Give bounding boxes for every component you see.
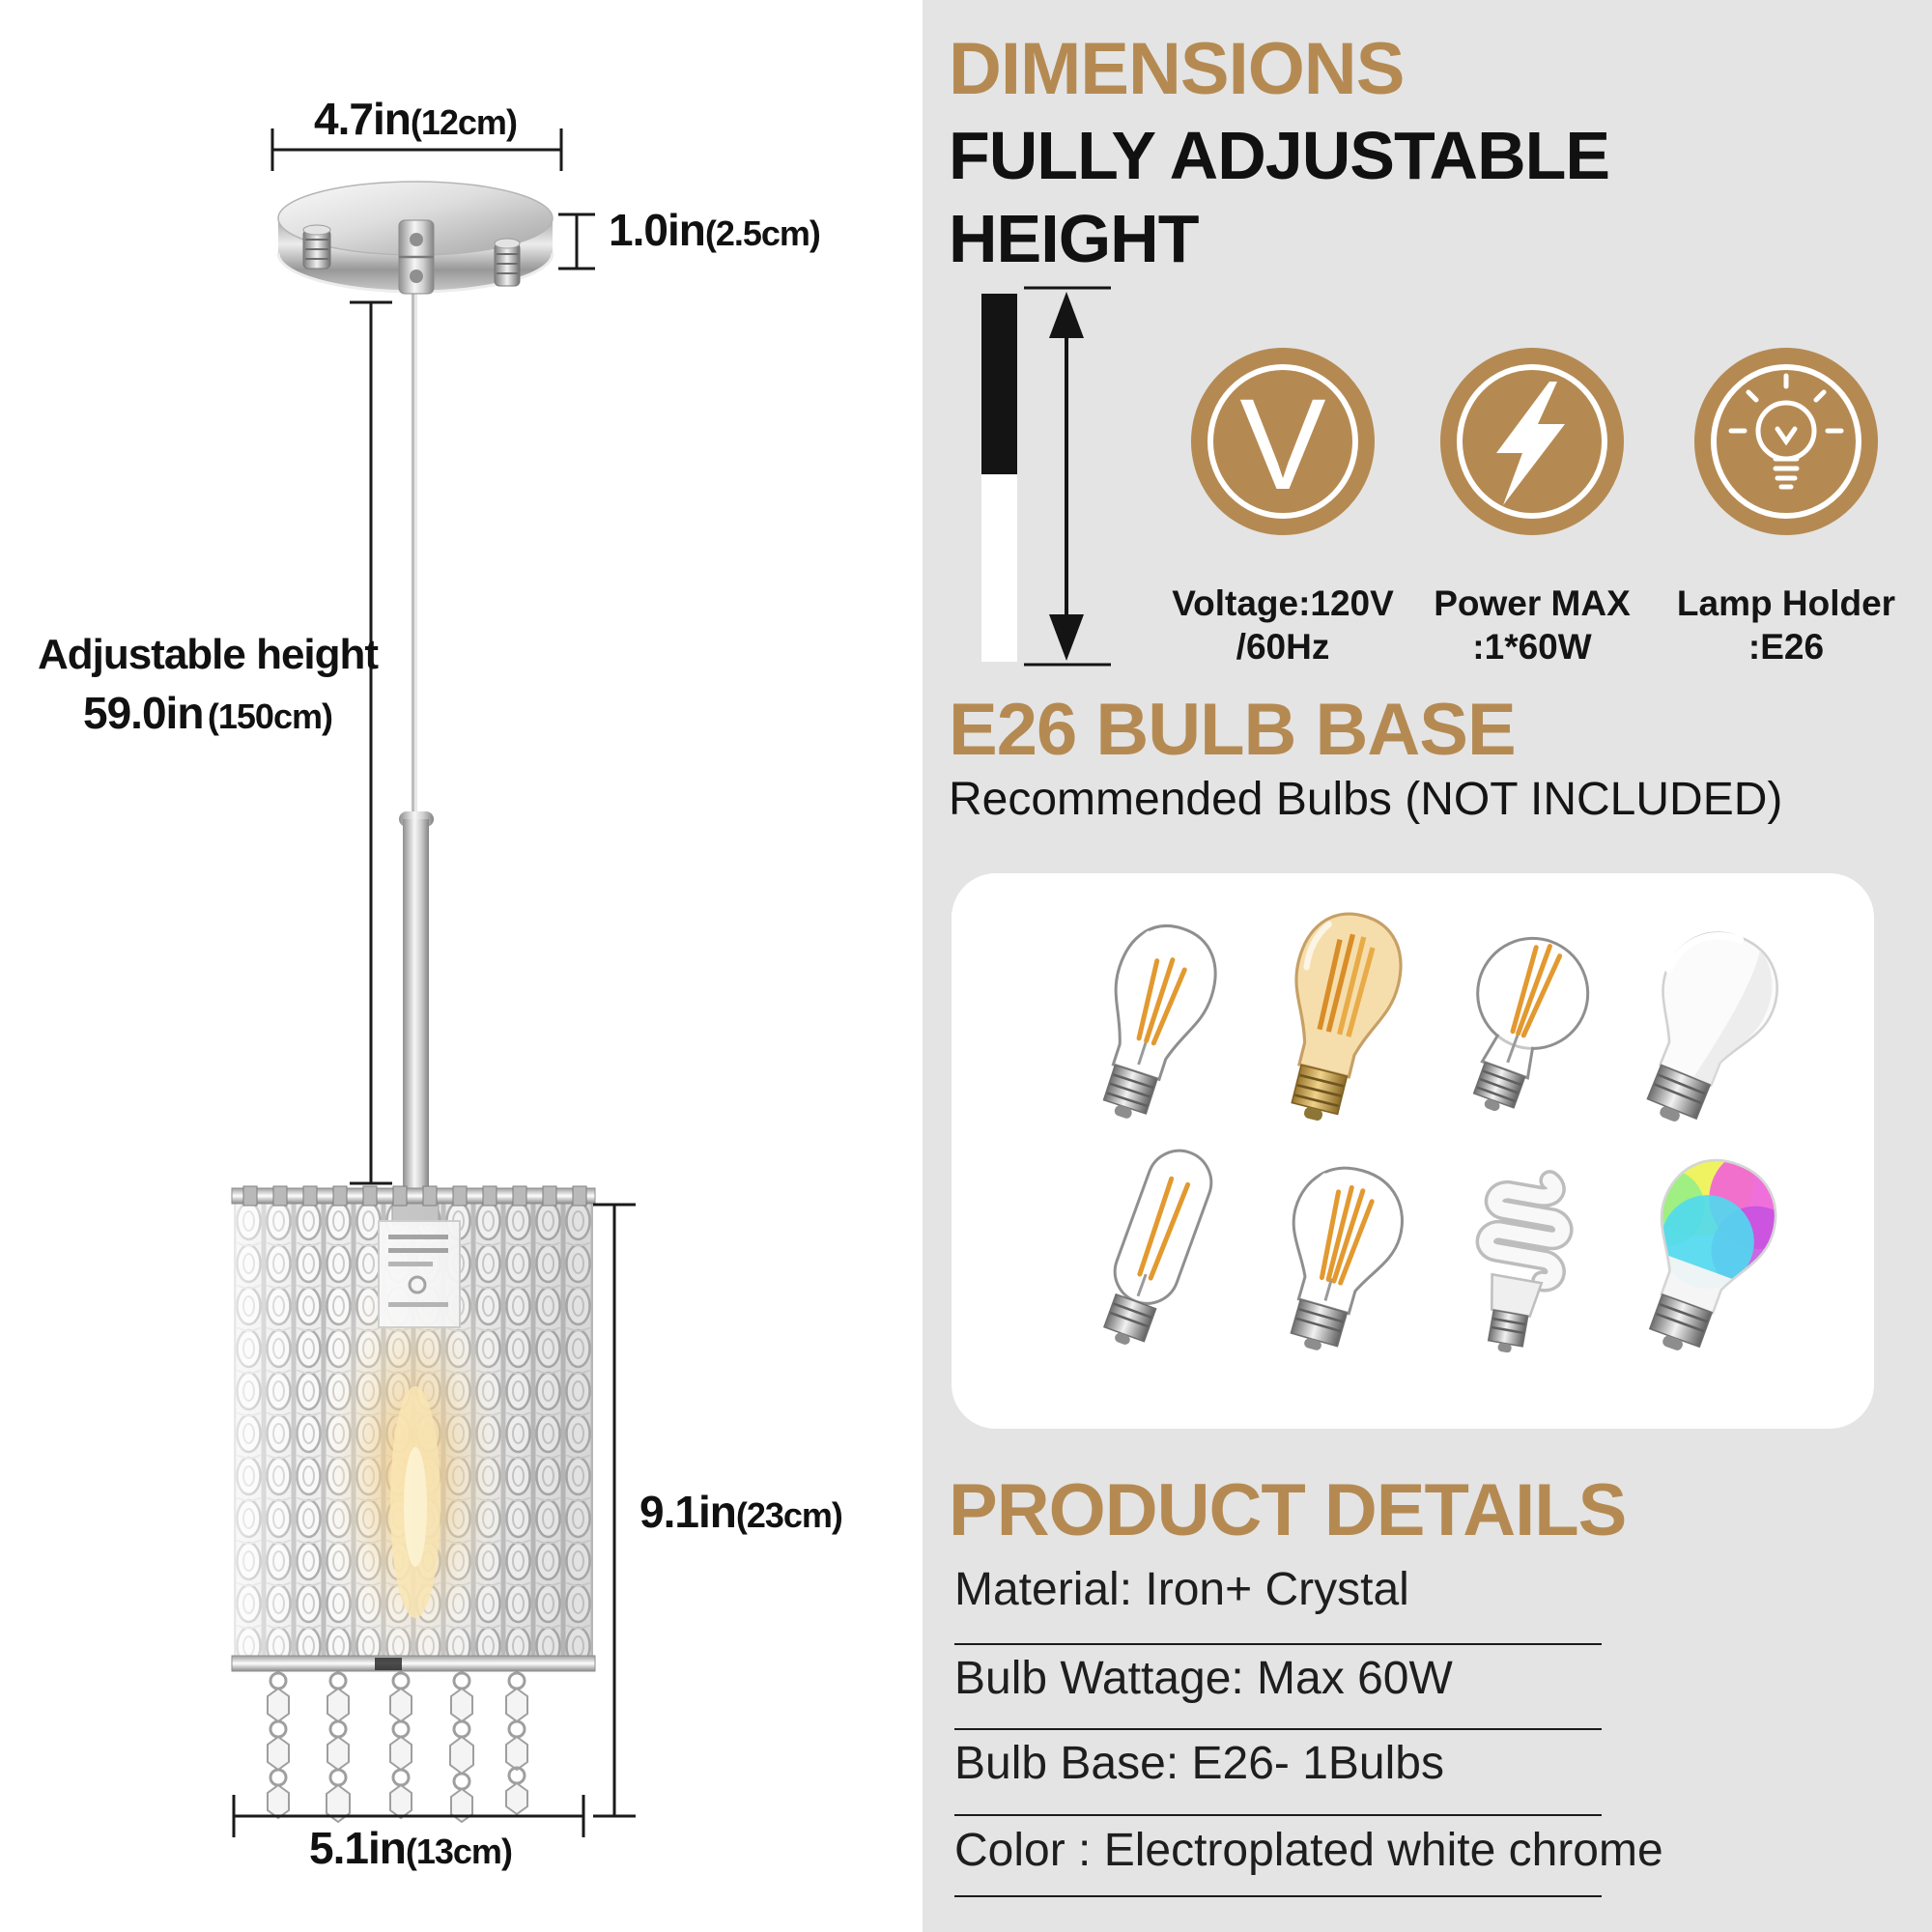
- voltage-line2: /60Hz: [1236, 627, 1330, 667]
- ceiling-canopy: [278, 182, 553, 294]
- canopy-height-label: [609, 204, 820, 256]
- dimensions-subtitle: [949, 114, 1609, 280]
- bulb-base-subtitle: Recommended Bulbs (NOT INCLUDED): [949, 774, 1783, 825]
- shade-width-label: [174, 1822, 647, 1874]
- st64-filament-clear-bulb: [1075, 914, 1228, 1132]
- divider: [954, 1814, 1602, 1816]
- shade-height-value: 9.1in: [639, 1487, 736, 1537]
- t45-tube-filament-bulb: [1091, 1142, 1220, 1354]
- shade-height-label: [639, 1486, 842, 1538]
- lamp-holder-bulb-icon: [1694, 348, 1878, 535]
- product-details-title: PRODUCT DETAILS: [949, 1469, 1627, 1551]
- power-line1: Power MAX: [1434, 583, 1631, 623]
- power-bolt-icon: [1440, 348, 1624, 535]
- width-dimension-label: [174, 93, 657, 145]
- rgb-smart-bulb: [1585, 1108, 1833, 1379]
- detail-wattage: Bulb Wattage: Max 60W: [954, 1653, 1453, 1704]
- voltage-caption: [1138, 582, 1428, 668]
- voltage-line1: Voltage:120V: [1172, 583, 1394, 623]
- adjustable-height-value: 59.0in: [83, 688, 204, 738]
- crystal-strands: [268, 1673, 527, 1822]
- recommended-bulbs: [952, 873, 1874, 1429]
- a19-led-white-bulb: [1615, 917, 1794, 1141]
- canopy-value: 1.0in: [609, 205, 705, 255]
- subtitle-line1: FULLY ADJUSTABLE: [949, 118, 1610, 193]
- canopy-value-metric: (2.5cm): [704, 213, 820, 253]
- divider: [954, 1728, 1602, 1730]
- divider: [954, 1643, 1602, 1645]
- detail-base: Bulb Base: E26- 1Bulbs: [954, 1738, 1444, 1789]
- adjustable-height-label: [5, 631, 411, 739]
- a19-filament-clear-bulb: [1260, 1155, 1415, 1363]
- subtitle-line2: HEIGHT: [949, 201, 1199, 276]
- hanging-wire: [412, 290, 417, 819]
- spiral-cfl-bulb: [1467, 1172, 1571, 1358]
- shade-height-metric: (23cm): [735, 1495, 842, 1535]
- power-line2: :1*60W: [1472, 627, 1592, 667]
- adjustable-height-icon: [966, 278, 1130, 678]
- crystal-shade: [232, 1186, 595, 1695]
- svg-text:V: V: [1239, 373, 1326, 517]
- dimensions-title: DIMENSIONS: [949, 28, 1405, 110]
- shade-width-metric: (13cm): [405, 1832, 512, 1871]
- detail-material: Material: Iron+ Crystal: [954, 1564, 1409, 1615]
- st64-filament-amber-bulb: [1263, 903, 1412, 1131]
- power-caption: [1387, 582, 1677, 668]
- width-value-metric: (12cm): [410, 102, 517, 142]
- detail-color: Color : Electroplated white chrome: [954, 1825, 1663, 1876]
- divider: [954, 1895, 1602, 1897]
- shade-width-value: 5.1in: [309, 1823, 406, 1873]
- adjustable-height-metric: (150cm): [207, 696, 332, 736]
- lamp-holder-caption: [1641, 582, 1931, 668]
- feature-icons: [1140, 346, 1884, 549]
- width-value: 4.7in: [314, 94, 411, 144]
- pendant-lamp-diagram: [0, 0, 927, 1932]
- globe-filament-bulb: [1438, 923, 1603, 1128]
- chrome-rod-stem: [403, 819, 429, 1206]
- adjustable-height-text: Adjustable height: [37, 631, 379, 678]
- lamp-holder-line2: :E26: [1747, 627, 1825, 667]
- bulb-base-title: E26 BULB BASE: [949, 689, 1516, 771]
- voltage-v-icon: [1191, 348, 1375, 535]
- lamp-holder-line1: Lamp Holder: [1676, 583, 1896, 623]
